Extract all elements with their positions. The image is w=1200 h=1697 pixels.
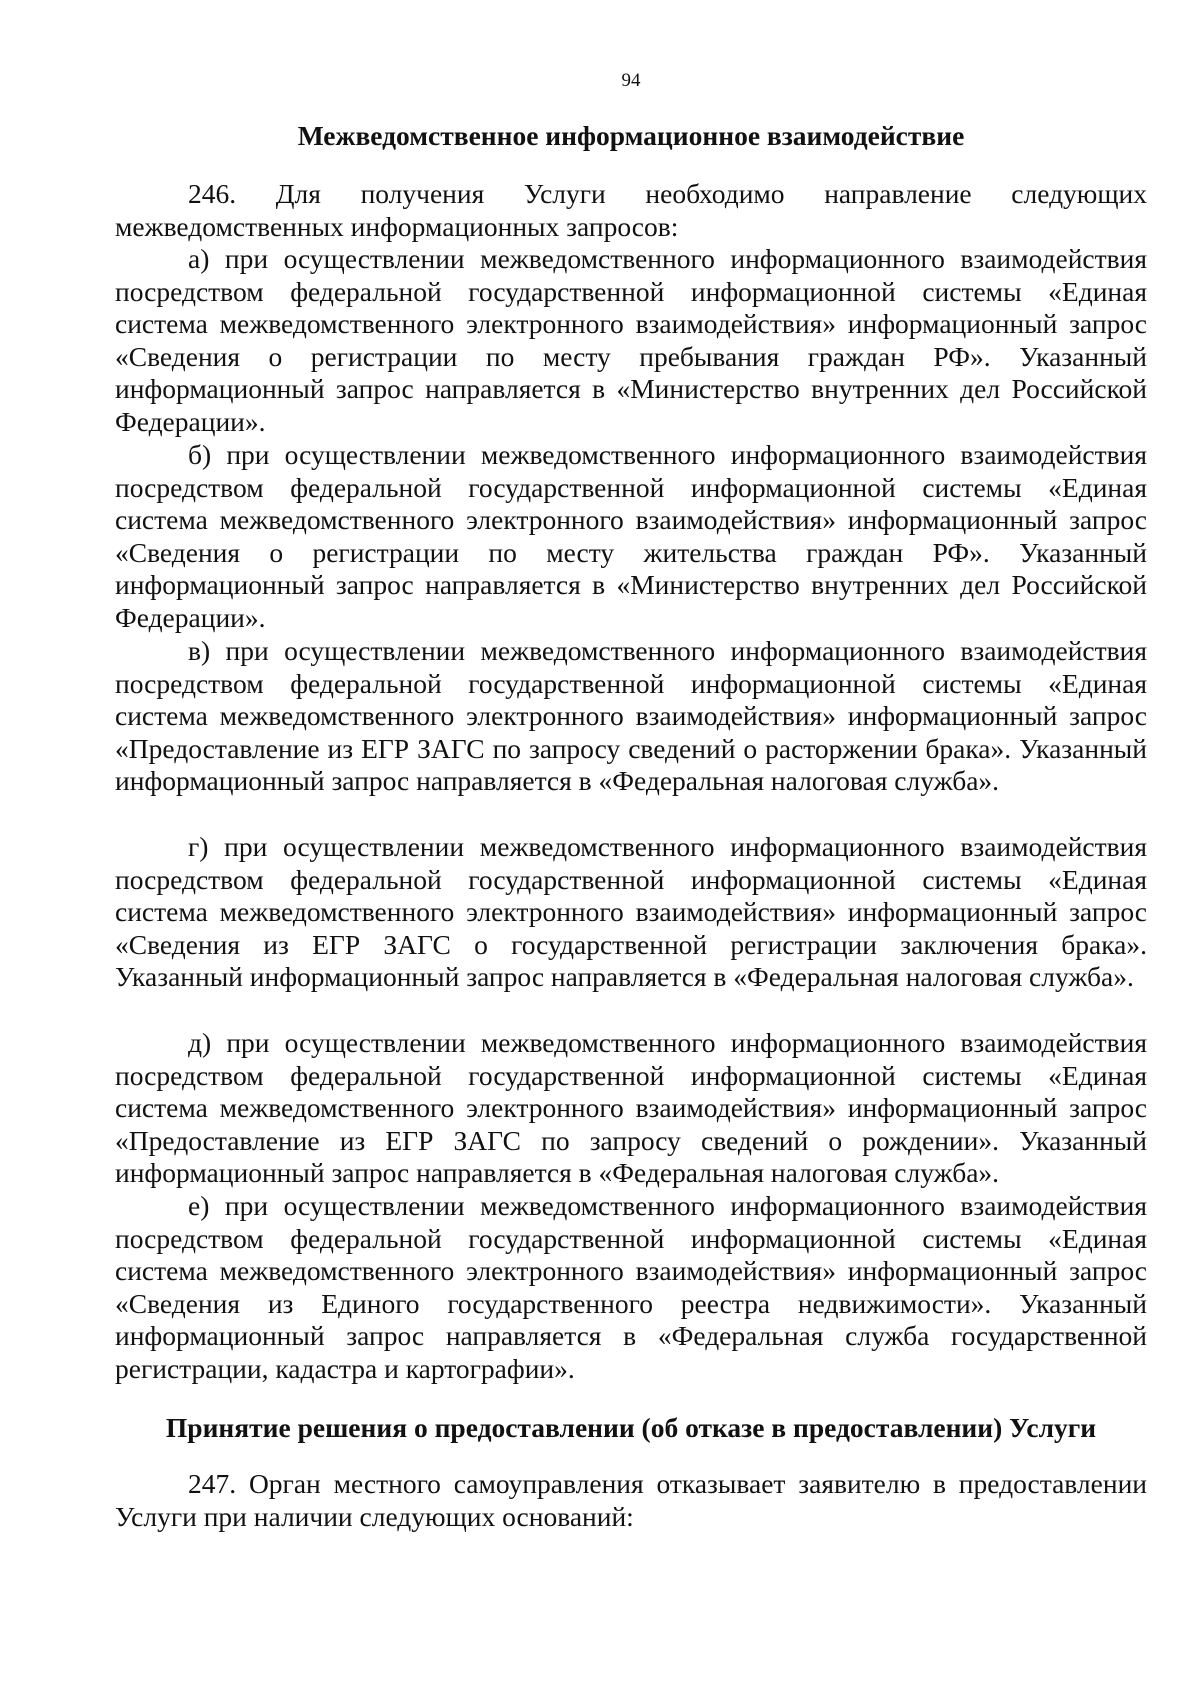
paragraph-246: 246. Для получения Услуги необходимо направление следующих межведомственных информационных запросов:: [115, 178, 1147, 242]
list-item-d: д) при осуществлении межведомственного информационного взаимодействия посредством федеральной государственной информационной системы «Единая система межведомственного электронного взаимодействия» информационный запрос «Предоставление из ЕГР ЗАГС по запросу сведений о рождении». Указанный информационный запрос направляется в «Федеральная налоговая служба».: [115, 1027, 1147, 1189]
list-item-v: в) при осуществлении межведомственного информационного взаимодействия посредством федеральной государственной информационной системы «Единая система межведомственного электронного взаимодействия» информационный запрос «Предоставление из ЕГР ЗАГС по запросу сведений о расторжении брака». Указанный информационный запрос направляется в «Федеральная налоговая служба».: [115, 635, 1147, 797]
section-heading-interagency: Межведомственное информационное взаимодействие: [297, 120, 965, 151]
list-item-g: г) при осуществлении межведомственного информационного взаимодействия посредством федеральной государственной информационной системы «Единая система межведомственного электронного взаимодействия» информационный запрос «Сведения из ЕГР ЗАГС о государственной регистрации заключения брака». Указанный информационный запрос направляется в «Федеральная налоговая служба».: [115, 831, 1147, 993]
paragraph-247: 247. Орган местного самоуправления отказывает заявителю в предоставлении Услуги при наличии следующих оснований:: [115, 1468, 1147, 1532]
page-number: 94: [621, 70, 641, 91]
list-item-a: а) при осуществлении межведомственного информационного взаимодействия посредством федеральной государственной информационной системы «Единая система межведомственного электронного взаимодействия» информационный запрос «Сведения о регистрации по месту пребывания граждан РФ». Указанный информационный запрос направляется в «Министерство внутренних дел Российской Федерации».: [115, 243, 1147, 437]
list-item-b: б) при осуществлении межведомственного информационного взаимодействия посредством федеральной государственной информационной системы «Единая система межведомственного электронного взаимодействия» информационный запрос «Сведения о регистрации по месту жительства граждан РФ». Указанный информационный запрос направляется в «Министерство внутренних дел Российской Федерации».: [115, 439, 1147, 633]
section-heading-decision: Принятие решения о предоставлении (об отказе в предоставлении) Услуги: [165, 1412, 1097, 1443]
list-item-e: е) при осуществлении межведомственного информационного взаимодействия посредством федеральной государственной информационной системы «Единая система межведомственного электронного взаимодействия» информационный запрос «Сведения из Единого государственного реестра недвижимости». Указанный информационный запрос направляется в «Федеральная служба государственной регистрации, кадастра и картографии».: [115, 1190, 1147, 1384]
